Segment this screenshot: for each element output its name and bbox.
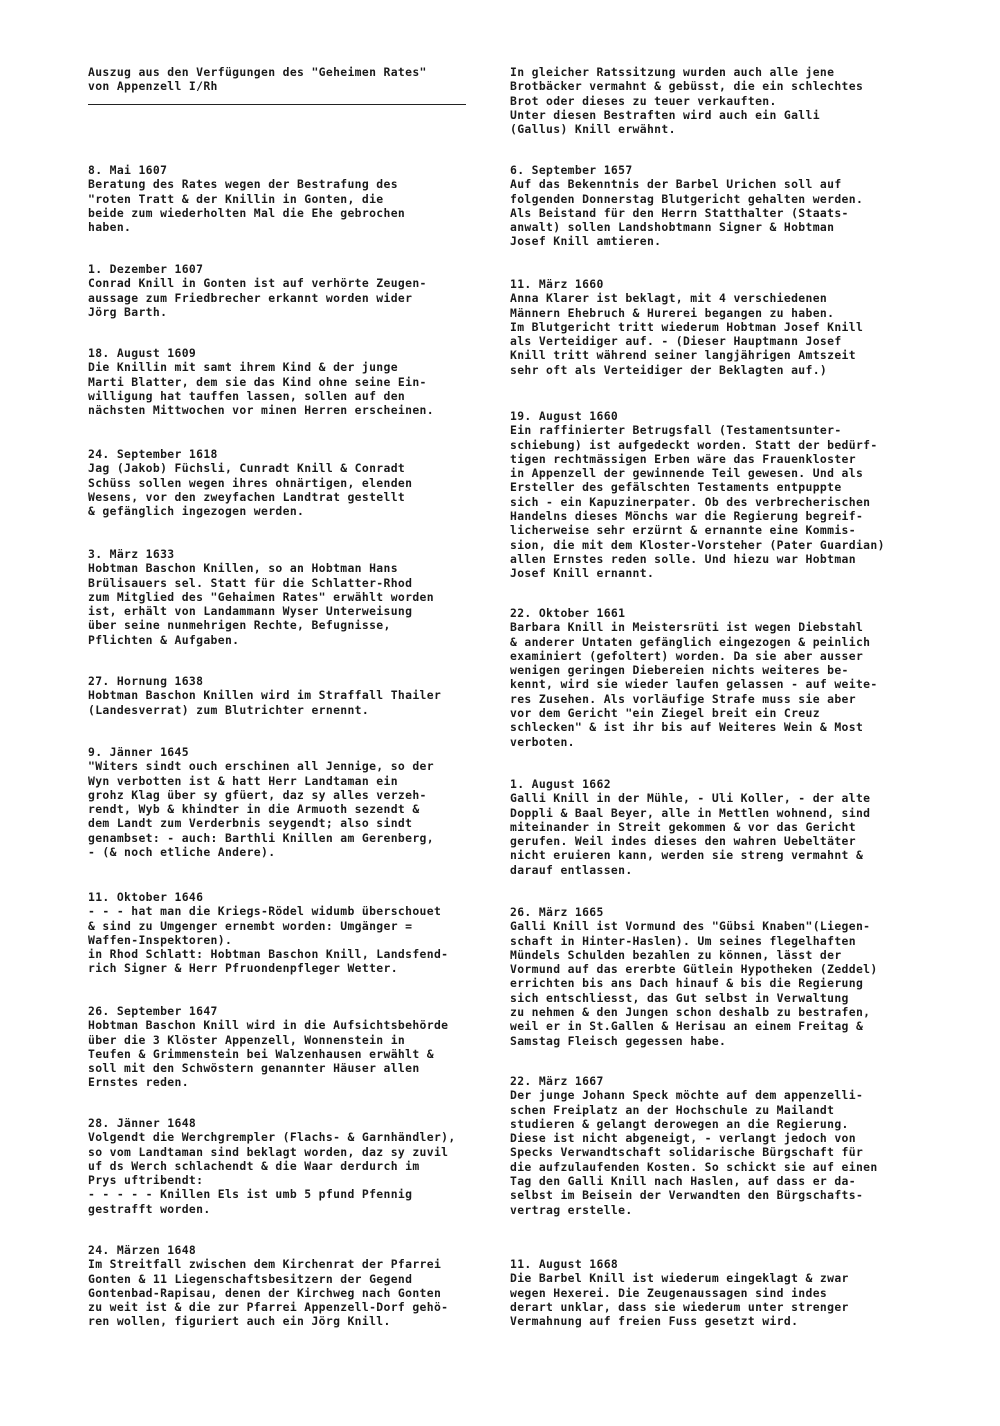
- entry: [88, 346, 500, 417]
- entry-text-line: tigen rechtmässigen Erben wäre das Frauenkloster: [510, 451, 856, 466]
- entry-text-line: über seine nunmehrigen Rechte, Befugnisse,: [88, 618, 391, 633]
- entry-text-line: wenigen geringen Diebereien nichts weiteres be-: [510, 663, 849, 678]
- entry-text-line: rendt, Wyb & khindter in die Armuoth sezendt &: [88, 802, 420, 817]
- entry-text-line: selbst im Beisein der Verwandten den Bürgschafts-: [510, 1188, 864, 1203]
- entry-text-line: kennt, wird sie wieder laufen gelassen - auf weite-: [510, 677, 878, 692]
- entry-text-line: Conrad Knill in Gonten ist auf verhörte Zeugen-: [88, 276, 427, 291]
- entry-text-line: "roten Tratt & der Knillin in Gonten, die: [88, 191, 384, 206]
- entry-text-line: schaft in Hinter-Haslen). Um seines flegelhaften: [510, 933, 856, 948]
- entry-date: 19. August 1660: [510, 409, 619, 423]
- entry-text-line: nächsten Mittwochen vor minen Herren erscheinen.: [88, 403, 434, 418]
- entry-text-line: Jag (Jakob) Füchsli, Cunradt Knill & Conradt: [88, 461, 406, 476]
- entry-text-line: soll mit den Schwöstern genannter Häuser allen: [88, 1061, 420, 1076]
- entry-text-line: Ersteller des gefälschten Testaments entpuppte: [510, 480, 842, 495]
- entry-text-line: ren wollen, figuriert auch ein Jörg Knill.: [88, 1314, 391, 1329]
- entry-text-line: weil er in St.Gallen & Herisau an einem Freitag &: [510, 1019, 864, 1034]
- entry-date: 1. Dezember 1607: [88, 262, 204, 276]
- entry-date: 9. Jänner 1645: [88, 745, 189, 759]
- entry-text-line: Der junge Johann Speck möchte auf dem appenzelli-: [510, 1088, 864, 1103]
- entry-text-line: zu nehmen & den Jungen schon deshalb zu bestrafen,: [510, 1005, 871, 1020]
- entry-text-line: darauf entlassen.: [510, 862, 633, 877]
- entry: [88, 674, 500, 717]
- entry: [88, 163, 500, 234]
- entry-date: 11. Oktober 1646: [88, 890, 204, 904]
- entry-text-line: folgenden Donnerstag Blutgericht gehalten werden.: [510, 191, 864, 206]
- entry-text-line: sion, die mit dem Kloster-Vorsteher (Pater Guardian): [510, 537, 885, 552]
- entry-date: 3. März 1633: [88, 547, 175, 561]
- entry: [88, 1243, 500, 1329]
- entry-date: 22. Oktober 1661: [510, 606, 626, 620]
- entry-text-line: aussage zum Friedbrecher erkannt worden wider: [88, 290, 413, 305]
- entry-text-line: - - - hat man die Kriegs-Rödel widumb überschouet: [88, 904, 442, 919]
- entry: [510, 65, 922, 136]
- entry-text-line: derart unklar, dass sie wiederum unter strenger: [510, 1299, 849, 1314]
- entry-text-line: in Appenzell der gewinnende Teil gewesen. Und als: [510, 466, 864, 481]
- entry-text-line: studieren & gelangt derowegen an die Regierung.: [510, 1116, 849, 1131]
- entry-text-line: - (& noch etliche Andere).: [88, 845, 276, 860]
- entry-date: 24. September 1618: [88, 447, 218, 461]
- entry-text-line: Brot oder dieses zu teuer verkauften.: [510, 93, 777, 108]
- entry-text-line: Als Beistand für den Herrn Statthalter (Staats-: [510, 205, 849, 220]
- entry: [510, 163, 922, 249]
- entry-text-line: Brotbäcker vermahnt & gebüsst, die ein schlechtes: [510, 79, 864, 94]
- entry-text-line: uf ds Werch schlachendt & die Waar derdurch im: [88, 1158, 420, 1173]
- entry: [510, 606, 922, 749]
- entry-date: 6. September 1657: [510, 163, 633, 177]
- entry: [510, 905, 922, 1048]
- entry-text-line: genambset: - auch: Barthli Knillen am Gerenberg,: [88, 830, 434, 845]
- entry-text-line: - - - - - Knillen Els ist umb 5 pfund Pfennig: [88, 1187, 413, 1202]
- entry-text-line: Specks Verwandtschaft solidarische Bürgschaft für: [510, 1145, 864, 1160]
- entry-text-line: über die 3 Klöster Appenzell, Wonnenstein in: [88, 1032, 406, 1047]
- entry-text-line: Prys uftribendt:: [88, 1173, 204, 1188]
- entry-text-line: Vermahnung auf freien Fuss gesetzt wird.: [510, 1314, 799, 1329]
- entry-text-line: & gefänglich ingezogen werden.: [88, 504, 305, 519]
- entry-text-line: sehr oft als Verteidiger der Beklagten auf.): [510, 362, 828, 377]
- entry: [510, 1074, 922, 1217]
- header-rule: [88, 104, 466, 105]
- entry-text-line: Gontenbad-Rapisau, denen der Kirchweg nach Gonten: [88, 1285, 442, 1300]
- entry-date: 26. September 1647: [88, 1004, 218, 1018]
- entry-text-line: errichten bis ans Dach hinauf & bis die Regierung: [510, 976, 864, 991]
- entry-text-line: Pflichten & Aufgaben.: [88, 632, 240, 647]
- entry-text-line: Vormund auf das ererbte Gütlein Hypotheken (Zeddel): [510, 962, 878, 977]
- entry-text-line: Männern Ehebruch & Hurerei begangen zu haben.: [510, 305, 835, 320]
- entry-text-line: Galli Knill ist Vormund des "Gübsi Knaben"(Liegen-: [510, 919, 871, 934]
- entry-text-line: beide zum wiederholten Mal die Ehe gebrochen: [88, 205, 406, 220]
- entry-text-line: Auf das Bekenntnis der Barbel Urichen soll auf: [510, 177, 842, 192]
- entry-text-line: Knill tritt während seiner langjährigen Amtszeit: [510, 348, 856, 363]
- entry-date: 27. Hornung 1638: [88, 674, 204, 688]
- entry-text-line: Volgendt die Werchgrempler (Flachs- & Garnhändler),: [88, 1130, 456, 1145]
- entry-text-line: Waffen-Inspektoren).: [88, 932, 233, 947]
- entry-text-line: Unter diesen Bestraften wird auch ein Galli: [510, 107, 820, 122]
- entry-text-line: schen Freiplatz an der Hochschule zu Mailandt: [510, 1102, 835, 1117]
- entry-text-line: Barbara Knill in Meistersrüti ist wegen Diebstahl: [510, 620, 864, 635]
- entry-text-line: "Witers sindt ouch erschinen all Jennige, so der: [88, 759, 434, 774]
- entry-text-line: Mündels Schulden bezahlen zu können, lässt der: [510, 947, 842, 962]
- entry-text-line: & anderer Untaten gefänglich eingezogen & peinlich: [510, 634, 871, 649]
- entry-text-line: Josef Knill amtieren.: [510, 234, 662, 249]
- entry-text-line: allen Ernstes reden solle. Und hiezu war Hobtman: [510, 551, 856, 566]
- entry-text-line: miteinander in Streit gekommen & vor das Gericht: [510, 819, 856, 834]
- entry-text-line: Anna Klarer ist beklagt, mit 4 verschiedenen: [510, 291, 828, 306]
- entry-date: 26. März 1665: [510, 905, 604, 919]
- entry-text-line: Wesens, vor den zweyfachen Landtrat gestellt: [88, 489, 406, 504]
- entry: [88, 262, 500, 319]
- entry-text-line: Samstag Fleisch gegessen habe.: [510, 1033, 727, 1048]
- entry-date: 18. August 1609: [88, 346, 197, 360]
- entry-text-line: haben.: [88, 220, 132, 235]
- entry-text-line: verboten.: [510, 734, 575, 749]
- entry-text-line: Handelns dieses Mönchs war die Regierung begreif-: [510, 509, 864, 524]
- entry-text-line: in Rhod Schlatt: Hobtman Baschon Knill, Landsfend-: [88, 947, 449, 962]
- entry-text-line: nicht eruieren kann, werden sie streng vermahnt &: [510, 848, 864, 863]
- entry-text-line: gerufen. Weil indes dieses den wahren Uebeltäter: [510, 834, 856, 849]
- entry-date: 11. März 1660: [510, 277, 604, 291]
- entry-text-line: rich Signer & Herr Pfruondenpfleger Wetter.: [88, 961, 398, 976]
- entry-text-line: grohz Klag über sy gfüert, daz sy alles verzeh-: [88, 787, 427, 802]
- entry-text-line: Beratung des Rates wegen der Bestrafung des: [88, 177, 398, 192]
- entry: [88, 447, 500, 518]
- entry-text-line: so vom Landtaman sind beklagt worden, daz sy zuvil: [88, 1144, 449, 1159]
- entry-text-line: schiebung) ist aufgedeckt worden. Statt der bedürf-: [510, 437, 878, 452]
- entry-text-line: Doppli & Baal Beyer, alle in Mettlen wohnend, sind: [510, 805, 871, 820]
- entry-text-line: Wyn verbotten ist & hatt Herr Landtaman ein: [88, 773, 398, 788]
- entry-date: 8. Mai 1607: [88, 163, 168, 177]
- entry-text-line: anwalt) sollen Landshobtmann Signer & Hobtman: [510, 220, 835, 235]
- entry-text-line: als Verteidiger auf. - (Dieser Hauptmann Josef: [510, 334, 842, 349]
- entry-text-line: vertrag erstelle.: [510, 1202, 633, 1217]
- entry: [510, 1257, 922, 1328]
- entry-text-line: (Gallus) Knill erwähnt.: [510, 122, 676, 137]
- entry-text-line: Jörg Barth.: [88, 304, 168, 319]
- header-line-1: Auszug aus den Verfügungen des "Geheimen Rates": [88, 65, 427, 79]
- entry-text-line: willigung hat tauffen lassen, sollen auf den: [88, 388, 406, 403]
- entry-text-line: zum Mitglied des "Gehaimen Rates" erwählt worden: [88, 589, 434, 604]
- entry: [510, 777, 922, 877]
- entry-text-line: (Landesverrat) zum Blutrichter ernennt.: [88, 702, 370, 717]
- entry-date: 28. Jänner 1648: [88, 1116, 197, 1130]
- entry-text-line: Im Streitfall zwischen dem Kirchenrat der Pfarrei: [88, 1257, 442, 1272]
- entry-date: 24. Märzen 1648: [88, 1243, 197, 1257]
- entry-date: 1. August 1662: [510, 777, 611, 791]
- entry-text-line: Die Knillin mit samt ihrem Kind & der junge: [88, 360, 398, 375]
- entry-text-line: Hobtman Baschon Knillen, so an Hobtman Hans: [88, 561, 398, 576]
- entry-text-line: Hobtman Baschon Knillen wird im Straffall Thailer: [88, 688, 442, 703]
- entry: [88, 1004, 500, 1090]
- entry-date: 22. März 1667: [510, 1074, 604, 1088]
- entry-text-line: Tag den Galli Knill nach Haslen, auf dass er da-: [510, 1174, 856, 1189]
- entry-text-line: vor dem Gericht "ein Ziegel breit ein Creuz: [510, 706, 820, 721]
- entry-text-line: Schüss sollen wegen ihres ohnärtigen, elenden: [88, 475, 413, 490]
- document-header: [88, 65, 466, 93]
- entry-text-line: wegen Hexerei. Die Zeugenaussagen sind indes: [510, 1285, 828, 1300]
- entry-text-line: zu weit ist & die zur Pfarrei Appenzell-Dorf gehö-: [88, 1300, 449, 1315]
- entry-text-line: sich entschliesst, das Gut selbst in Verwaltung: [510, 990, 849, 1005]
- entry-text-line: Im Blutgericht tritt wiederum Hobtman Josef Knill: [510, 319, 864, 334]
- entry-text-line: licherweise sehr erzürnt & ernannte eine Kommis-: [510, 523, 856, 538]
- entry-text-line: dem Landt zum Verderbnis seygendt; also sindt: [88, 816, 413, 831]
- entry-text-line: ist, erhält von Landammann Wyser Unterweisung: [88, 604, 413, 619]
- entry: [510, 277, 922, 377]
- entry-text-line: die aufzulaufenden Kosten. So schickt sie auf einen: [510, 1159, 878, 1174]
- entry-text-line: Teufen & Grimmenstein bei Walzenhausen erwählt &: [88, 1046, 434, 1061]
- entry: [88, 1116, 500, 1216]
- entry-date: 11. August 1668: [510, 1257, 619, 1271]
- entry-text-line: gestrafft worden.: [88, 1201, 211, 1216]
- entry-text-line: Ein raffinierter Betrugsfall (Testamentsunter-: [510, 423, 842, 438]
- entry: [88, 547, 500, 647]
- entry-text-line: sich - ein Kapuzinerpater. Ob des verbrecherischen: [510, 494, 871, 509]
- entry-text-line: Brülisauers sel. Statt für die Schlatter-Rhod: [88, 575, 413, 590]
- entry-text-line: Josef Knill ernannt.: [510, 566, 655, 581]
- entry-text-line: Hobtman Baschon Knill wird in die Aufsichtsbehörde: [88, 1018, 449, 1033]
- entry-text-line: In gleicher Ratssitzung wurden auch alle jene: [510, 65, 835, 79]
- entry-text-line: & sind zu Umgenger ernembt worden: Umgänger =: [88, 918, 413, 933]
- entry-text-line: res Zusehen. Als vorläufige Strafe muss sie aber: [510, 691, 856, 706]
- entry-text-line: Ernstes reden.: [88, 1075, 189, 1090]
- entry-text-line: Diese ist nicht abgeneigt, - verlangt jedoch von: [510, 1131, 856, 1146]
- entry-text-line: schlecken" & ist ihr bis auf Weiteres Wein & Most: [510, 720, 864, 735]
- entry-text-line: Die Barbel Knill ist wiederum eingeklagt & zwar: [510, 1271, 849, 1286]
- entry: [88, 745, 500, 859]
- entry: [510, 409, 922, 581]
- entry-text-line: Galli Knill in der Mühle, - Uli Koller, - der alte: [510, 791, 871, 806]
- entry: [88, 890, 500, 976]
- entry-text-line: Marti Blatter, dem sie das Kind ohne seine Ein-: [88, 374, 427, 389]
- entry-text-line: examiniert (gefoltert) worden. Da sie aber ausser: [510, 648, 864, 663]
- header-line-2: von Appenzell I/Rh: [88, 79, 218, 94]
- entry-text-line: Gonten & 11 Liegenschaftsbesitzern der Gegend: [88, 1271, 413, 1286]
